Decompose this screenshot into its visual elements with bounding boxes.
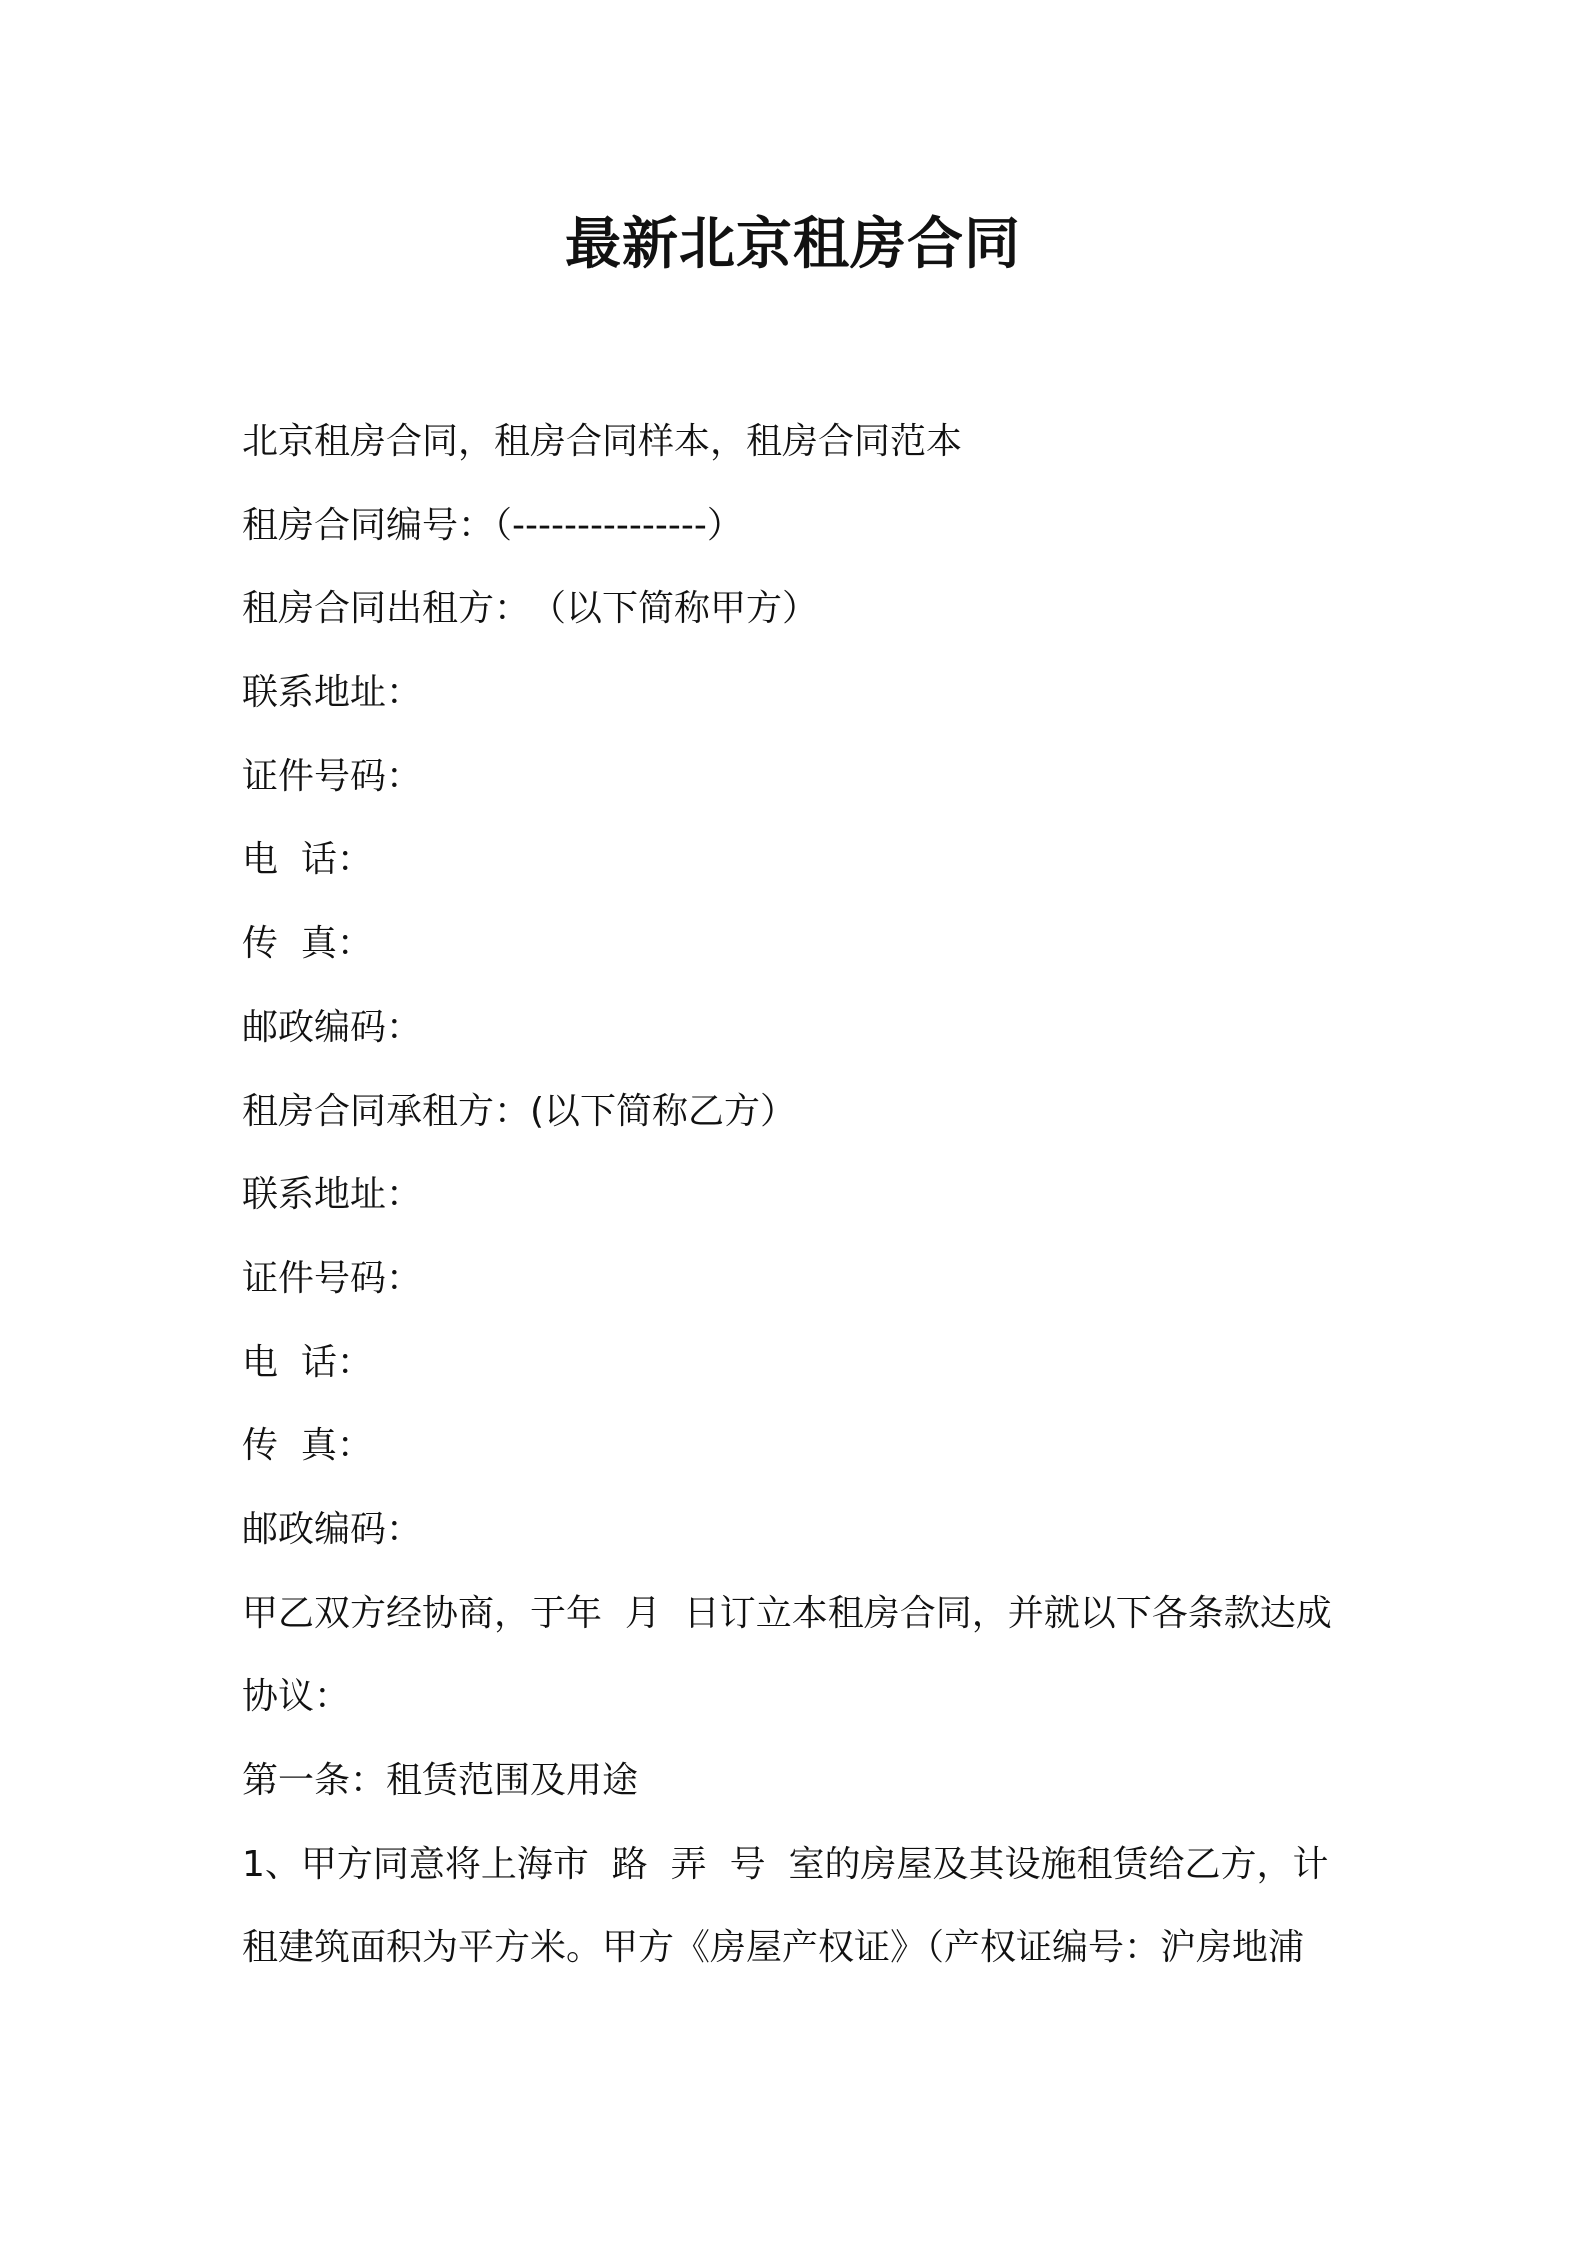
lessor-fax-line: 传 真： <box>242 923 373 965</box>
document-title: 最新北京租房合同 <box>565 212 1021 277</box>
lessee-line: 租房合同承租方：(以下简称乙方） <box>242 1090 797 1132</box>
lessee-phone-line: 电 话： <box>242 1341 373 1383</box>
document-body <box>242 400 1362 1990</box>
agreement-intro-continued: 协议： <box>242 1676 351 1718</box>
lessor-id-line: 证件号码： <box>242 755 423 797</box>
lessor-postcode-line: 邮政编码： <box>242 1006 423 1048</box>
lessee-fax-line: 传 真： <box>242 1425 373 1467</box>
lessor-address-line: 联系地址： <box>242 672 423 714</box>
lessee-address-line: 联系地址： <box>242 1174 423 1216</box>
subtitle-keywords: 北京租房合同，租房合同样本，租房合同范本 <box>242 421 963 462</box>
lessee-postcode-line: 邮政编码： <box>242 1508 423 1550</box>
article-1-clause-1-continued: 租建筑面积为平方米。甲方《房屋产权证》（产权证编号：沪房地浦 <box>242 1927 1305 1969</box>
lessee-id-line: 证件号码： <box>242 1257 423 1299</box>
lessor-line: 租房合同出租方： （以下简称甲方） <box>242 588 819 630</box>
contract-number-line: 租房合同编号：（---------------） <box>242 504 743 546</box>
article-1-clause-1: 1、甲方同意将上海市 路 弄 号 室的房屋及其设施租赁给乙方，计 <box>242 1843 1329 1885</box>
agreement-intro-line: 甲乙双方经协商，于年 月 日订立本租房合同，并就以下各条款达成 <box>242 1592 1332 1634</box>
article-1-heading: 第一条：租赁范围及用途 <box>242 1760 639 1801</box>
lessor-phone-line: 电 话： <box>242 839 373 881</box>
